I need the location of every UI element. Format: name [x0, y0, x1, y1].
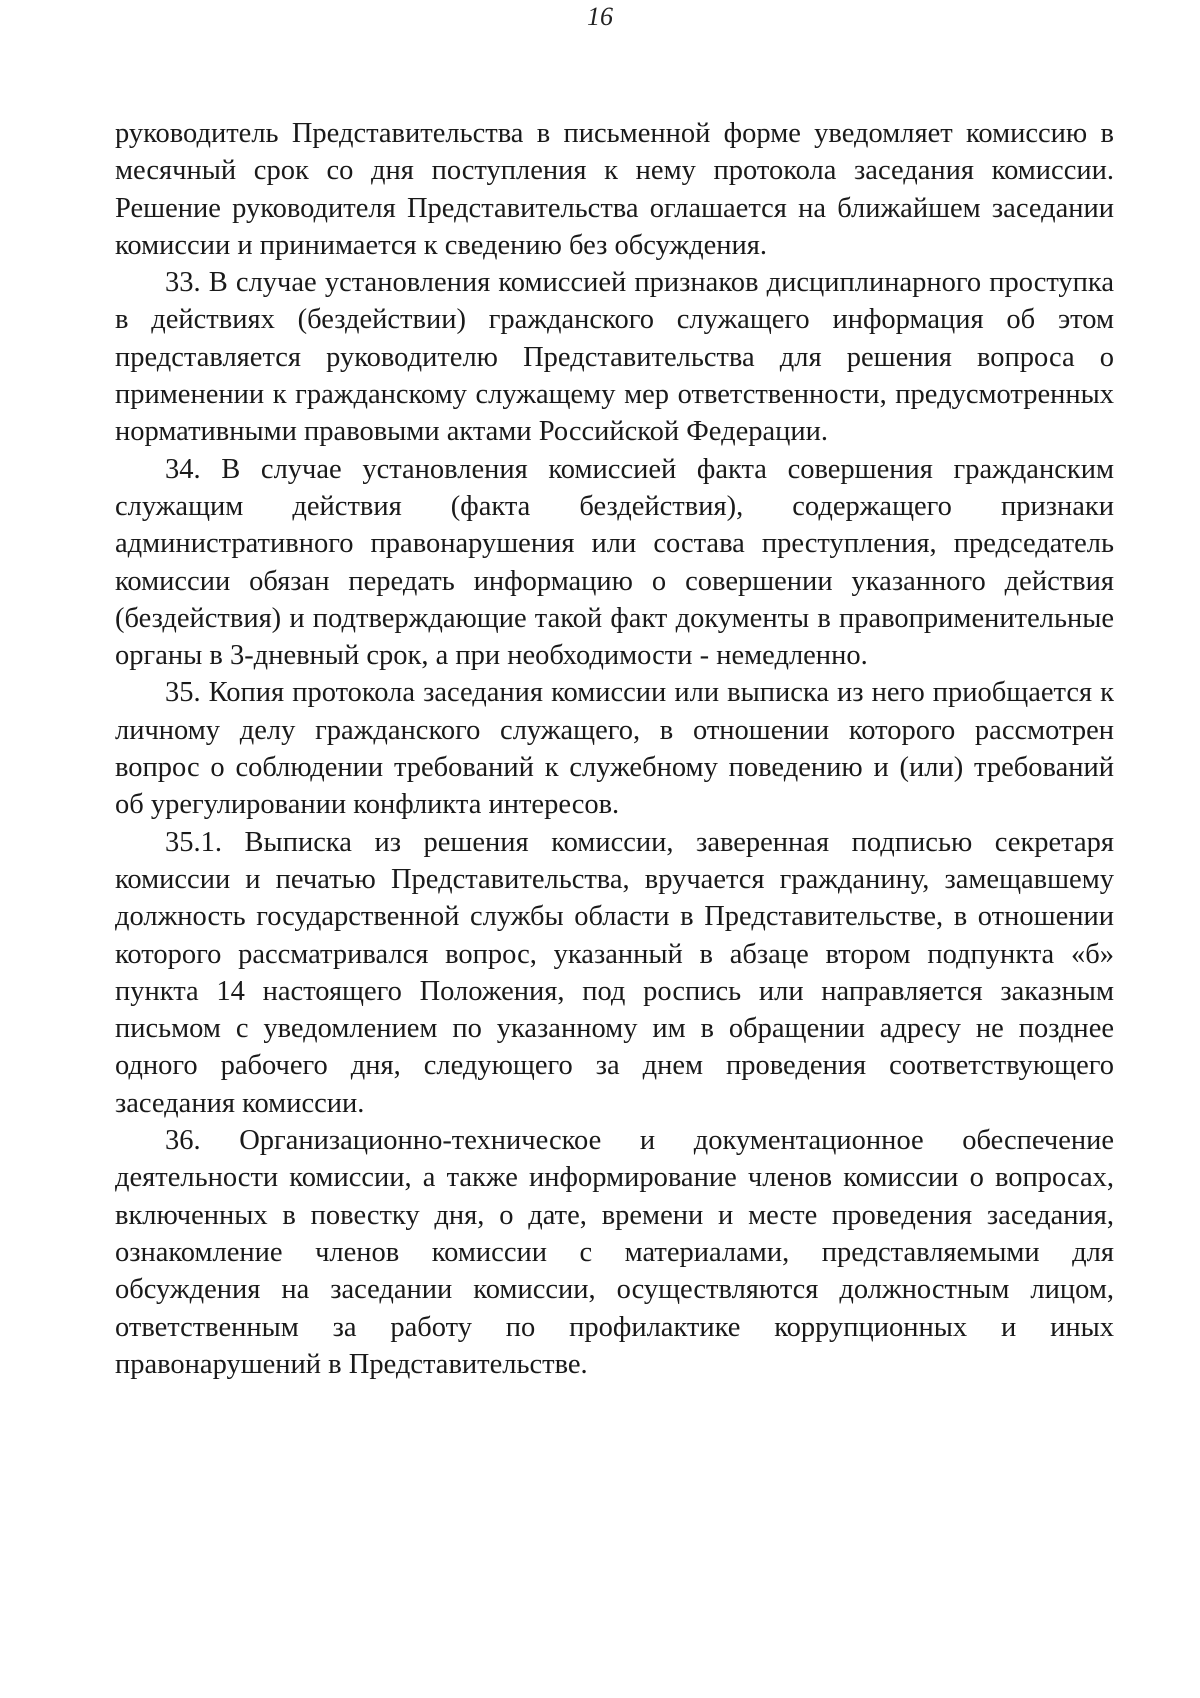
paragraph-continuation: руководитель Представительства в письменной форме уведомляет комиссию в месячный срок со дня поступления к нему протокола заседания комиссии. Решение руководителя Представительства оглашается на ближайшем заседании комиссии и принимается к сведению без обсуждения. [115, 118, 1114, 261]
page-number: 16 [587, 2, 613, 31]
paragraph-item-35-1: 35.1. Выписка из решения комиссии, заверенная подписью секретаря комиссии и печатью Представительства, вручается гражданину, замещавшему должность государственной службы области в Представительстве, в отношении которого рассматривался вопрос, указанный в абзаце втором подпункта «б» пункта 14 настоящего Положения, под роспись или направляется заказным письмом с уведомлением по указанному им в обращении адресу не позднее одного рабочего дня, следующего за днем проведения соответствующего заседания комиссии. [115, 826, 1114, 1119]
paragraph-item-35: 35. Копия протокола заседания комиссии или выписка из него приобщается к личному делу гражданского служащего, в отношении которого рассмотрен вопрос о соблюдении требований к служебному поведению и (или) требований об урегулировании конфликта интересов. [115, 677, 1114, 821]
paragraph-item-33: 33. В случае установления комиссией признаков дисциплинарного проступка в действиях (бездействии) гражданского служащего информация об этом представляется руководителю Представительства для решения вопроса о применении к гражданскому служащему мер ответственности, предусмотренных нормативными правовыми актами Российской Федерации. [115, 267, 1114, 448]
paragraph-item-34: 34. В случае установления комиссией факта совершения гражданским служащим действия (факта бездействия), содержащего признаки административного правонарушения или состава преступления, председатель комиссии обязан передать информацию о совершении указанного действия (бездействия) и подтверждающие такой факт документы в правоприменительные органы в 3-дневный срок, а при необходимости - немедленно. [115, 453, 1114, 672]
paragraph-item-36: 36. Организационно-техническое и документационное обеспечение деятельности комиссии, а также информирование членов комиссии о вопросах, включенных в повестку дня, о дате, времени и месте проведения заседания, ознакомление членов комиссии с материалами, представляемыми для обсуждения на заседании комиссии, осуществляются должностным лицом, ответственным за работу по профилактике коррупционных и иных правонарушений в Представительстве. [115, 1125, 1114, 1380]
document-body [115, 115, 1114, 1383]
